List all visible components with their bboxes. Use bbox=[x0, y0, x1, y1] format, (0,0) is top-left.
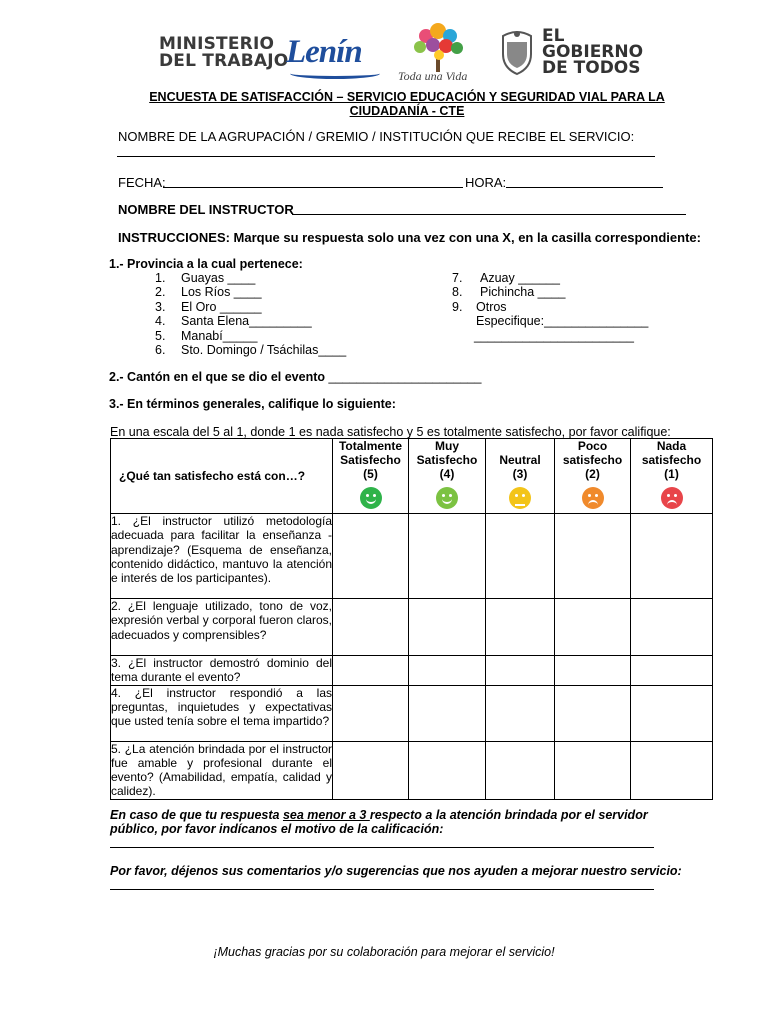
logo-text: EL bbox=[542, 26, 565, 46]
especifique-field[interactable]: Especifique:_______________ bbox=[476, 314, 649, 328]
rating-cell[interactable] bbox=[333, 599, 409, 656]
rating-cell[interactable] bbox=[486, 599, 555, 656]
province-item[interactable] bbox=[155, 271, 346, 285]
rating-cell[interactable] bbox=[631, 599, 713, 656]
header-text: Satisfecho bbox=[416, 453, 478, 467]
sad-face-icon bbox=[582, 487, 604, 509]
province-item[interactable] bbox=[452, 285, 648, 300]
province-name: Santa Elena_________ bbox=[181, 314, 312, 328]
province-item[interactable] bbox=[155, 285, 346, 300]
ecuador-coat-of-arms-icon bbox=[497, 28, 537, 76]
rating-cell[interactable] bbox=[409, 656, 486, 686]
rating-cell[interactable] bbox=[333, 685, 409, 741]
province-item[interactable] bbox=[155, 314, 346, 329]
province-name: Sto. Domingo / Tsáchilas____ bbox=[181, 343, 347, 357]
comentarios-prompt: Por favor, déjenos sus comentarios y/o sugerencias que nos ayuden a mejorar nuestro servicio: bbox=[110, 864, 682, 878]
provinces-right-list bbox=[452, 271, 648, 343]
province-item[interactable] bbox=[452, 271, 648, 285]
table-row bbox=[111, 685, 713, 741]
rating-cell[interactable] bbox=[409, 685, 486, 741]
table-header-row bbox=[111, 439, 713, 514]
rating-cell[interactable] bbox=[631, 514, 713, 599]
satisfaction-table bbox=[110, 438, 713, 800]
lenin-logo: Lenín bbox=[286, 34, 362, 70]
province-name: Los Ríos ____ bbox=[181, 285, 262, 299]
province-num: 8. bbox=[452, 285, 463, 299]
header-text: (4) bbox=[439, 467, 455, 481]
header-text: (5) bbox=[363, 467, 378, 481]
header-text: satisfecho bbox=[641, 453, 702, 467]
header-text: Neutral bbox=[499, 453, 541, 467]
toda-una-vida-text: Toda una Vida bbox=[398, 69, 468, 83]
neutral-face-icon bbox=[509, 487, 531, 509]
province-num: 3. bbox=[155, 299, 166, 314]
header-text bbox=[486, 439, 554, 453]
logo-text: DEL TRABAJO bbox=[159, 51, 289, 71]
menor-3-underlined: sea menor a 3 bbox=[282, 808, 370, 822]
canton-field[interactable]: ______________________ bbox=[328, 370, 482, 384]
rating-cell[interactable] bbox=[631, 741, 713, 799]
question-cell: 5. ¿La atención brindada por el instructor fue amable y profesional durante el evento? (Amabilidad, empatía, calidad y calidez). bbox=[111, 741, 332, 799]
province-num: 5. bbox=[155, 328, 166, 343]
rating-cell[interactable] bbox=[555, 685, 631, 741]
header-text: Totalmente bbox=[338, 439, 403, 453]
rating-cell[interactable] bbox=[333, 514, 409, 599]
menor-3-line bbox=[110, 808, 710, 822]
table-row bbox=[111, 514, 713, 599]
header-text: satisfecho bbox=[562, 453, 623, 467]
gobierno-de-todos-logo bbox=[542, 28, 643, 76]
header-text: Muy bbox=[435, 439, 459, 453]
province-num: 4. bbox=[155, 314, 166, 328]
nombre-agrupacion-field[interactable] bbox=[117, 156, 655, 157]
provinces-left-list bbox=[155, 271, 346, 358]
instrucciones-text: INSTRUCCIONES: Marque su respuesta solo una vez con una X, en la casilla correspondiente: bbox=[118, 230, 701, 245]
province-name: Pichincha ____ bbox=[480, 285, 566, 299]
logo-text: GOBIERNO bbox=[542, 42, 644, 62]
rating-header-3 bbox=[486, 439, 555, 514]
rating-header-4 bbox=[409, 439, 486, 514]
very-happy-face-icon bbox=[360, 487, 382, 509]
rating-header-1 bbox=[631, 439, 713, 514]
document-title bbox=[112, 90, 702, 118]
header-text: (3) bbox=[512, 467, 528, 481]
q3-label: 3.- En términos generales, califique lo siguiente: bbox=[109, 397, 396, 411]
province-name: Guayas ____ bbox=[181, 271, 256, 285]
fecha-label: FECHA: bbox=[118, 175, 166, 190]
rating-cell[interactable] bbox=[333, 741, 409, 799]
nombre-agrupacion-label: NOMBRE DE LA AGRUPACIÓN / GREMIO / INSTITUCIÓN QUE RECIBE EL SERVICIO: bbox=[118, 129, 635, 144]
hora-field[interactable] bbox=[506, 187, 663, 188]
rating-cell[interactable] bbox=[486, 685, 555, 741]
very-sad-face-icon bbox=[661, 487, 683, 509]
menor-3-text: En caso de que tu respuesta bbox=[110, 808, 283, 822]
q2-row bbox=[109, 370, 481, 384]
happy-face-icon bbox=[436, 487, 458, 509]
question-cell: 1. ¿El instructor utilizó metodología adecuada para facilitar la enseñanza - aprendizaje? (Esquema de enseñanza, contenido didáctico, mantuvo la atención e interés de los participantes). bbox=[111, 514, 333, 599]
table-row bbox=[111, 656, 713, 686]
question-cell: 2. ¿El lenguaje utilizado, tono de voz, expresión verbal y corporal fueron claros, adecuados y comprensibles? bbox=[111, 599, 333, 656]
rating-cell[interactable] bbox=[555, 514, 631, 599]
rating-cell[interactable] bbox=[409, 741, 486, 799]
rating-cell[interactable] bbox=[486, 514, 555, 599]
menor-3-text: respecto a la atención brindada por el servidor bbox=[369, 808, 648, 822]
thanks-message: ¡Muchas gracias por su colaboración para mejorar el servicio! bbox=[213, 945, 555, 959]
title-line: CIUDADANÍA - CTE bbox=[349, 104, 465, 118]
ministerio-trabajo-logo bbox=[159, 36, 288, 70]
province-name: Azuay ______ bbox=[480, 271, 560, 285]
instructor-label: NOMBRE DEL INSTRUCTOR bbox=[118, 202, 294, 217]
header-text: Nada bbox=[656, 439, 687, 453]
rating-cell[interactable] bbox=[486, 741, 555, 799]
header-text: Satisfecho bbox=[340, 453, 401, 467]
table-row bbox=[111, 741, 713, 799]
rating-cell[interactable] bbox=[631, 656, 713, 686]
logo-text: DE TODOS bbox=[542, 58, 641, 78]
province-name: Manabí_____ bbox=[181, 328, 258, 343]
province-item[interactable] bbox=[155, 343, 346, 358]
province-num: 2. bbox=[155, 285, 166, 299]
province-item[interactable] bbox=[452, 300, 648, 315]
menor-3-prompt bbox=[110, 808, 710, 836]
hora-label: HORA: bbox=[465, 175, 507, 190]
rating-cell[interactable] bbox=[555, 741, 631, 799]
rating-cell[interactable] bbox=[555, 599, 631, 656]
rating-header-5 bbox=[333, 439, 409, 514]
rating-cell[interactable] bbox=[631, 685, 713, 741]
comentarios-field[interactable] bbox=[110, 889, 654, 890]
fecha-field[interactable] bbox=[163, 187, 463, 188]
rating-cell[interactable] bbox=[409, 514, 486, 599]
header-text: (2) bbox=[585, 467, 600, 481]
menor-3-line: público, por favor indícanos el motivo de la calificación: bbox=[110, 822, 444, 836]
q1-label: 1.- Provincia a la cual pertenece: bbox=[109, 257, 303, 271]
lenin-swoosh bbox=[290, 68, 380, 79]
toda-una-vida-tree-logo bbox=[406, 22, 470, 72]
motivo-field[interactable] bbox=[110, 847, 654, 848]
province-name: Otros bbox=[476, 299, 507, 314]
header-text: Poco bbox=[577, 439, 608, 453]
rating-cell[interactable] bbox=[486, 656, 555, 686]
header-text: (1) bbox=[664, 467, 679, 481]
province-item[interactable] bbox=[155, 300, 346, 315]
province-item[interactable] bbox=[155, 329, 346, 344]
q2-label: 2.- Cantón en el que se dio el evento bbox=[109, 370, 326, 384]
province-name: El Oro ______ bbox=[181, 299, 262, 314]
logo-text: MINISTERIO bbox=[159, 34, 275, 54]
table-row bbox=[111, 599, 713, 656]
question-header: ¿Qué tan satisfecho está con…? bbox=[111, 439, 333, 514]
province-num: 6. bbox=[155, 343, 166, 357]
question-cell: 3. ¿El instructor demostró dominio del tema durante el evento? bbox=[111, 656, 332, 685]
rating-cell[interactable] bbox=[333, 656, 409, 686]
province-num: 7. bbox=[452, 271, 463, 285]
rating-cell[interactable] bbox=[409, 599, 486, 656]
rating-header-2 bbox=[555, 439, 631, 514]
instructor-field[interactable] bbox=[292, 214, 686, 215]
especifique-line[interactable]: _______________________ bbox=[474, 328, 634, 343]
rating-cell[interactable] bbox=[555, 656, 631, 686]
question-cell: 4. ¿El instructor respondió a las preguntas, inquietudes y expectativas que usted tenía sobre el tema impartido? bbox=[111, 685, 333, 741]
title-line: ENCUESTA DE SATISFACCIÓN – SERVICIO EDUCACIÓN Y SEGURIDAD VIAL PARA LA bbox=[149, 90, 665, 104]
province-num: 9. bbox=[452, 299, 463, 314]
scale-text: En una escala del 5 al 1, donde 1 es nada satisfecho y 5 es totalmente satisfecho, por favor califique: bbox=[110, 425, 671, 439]
province-num: 1. bbox=[155, 271, 166, 285]
